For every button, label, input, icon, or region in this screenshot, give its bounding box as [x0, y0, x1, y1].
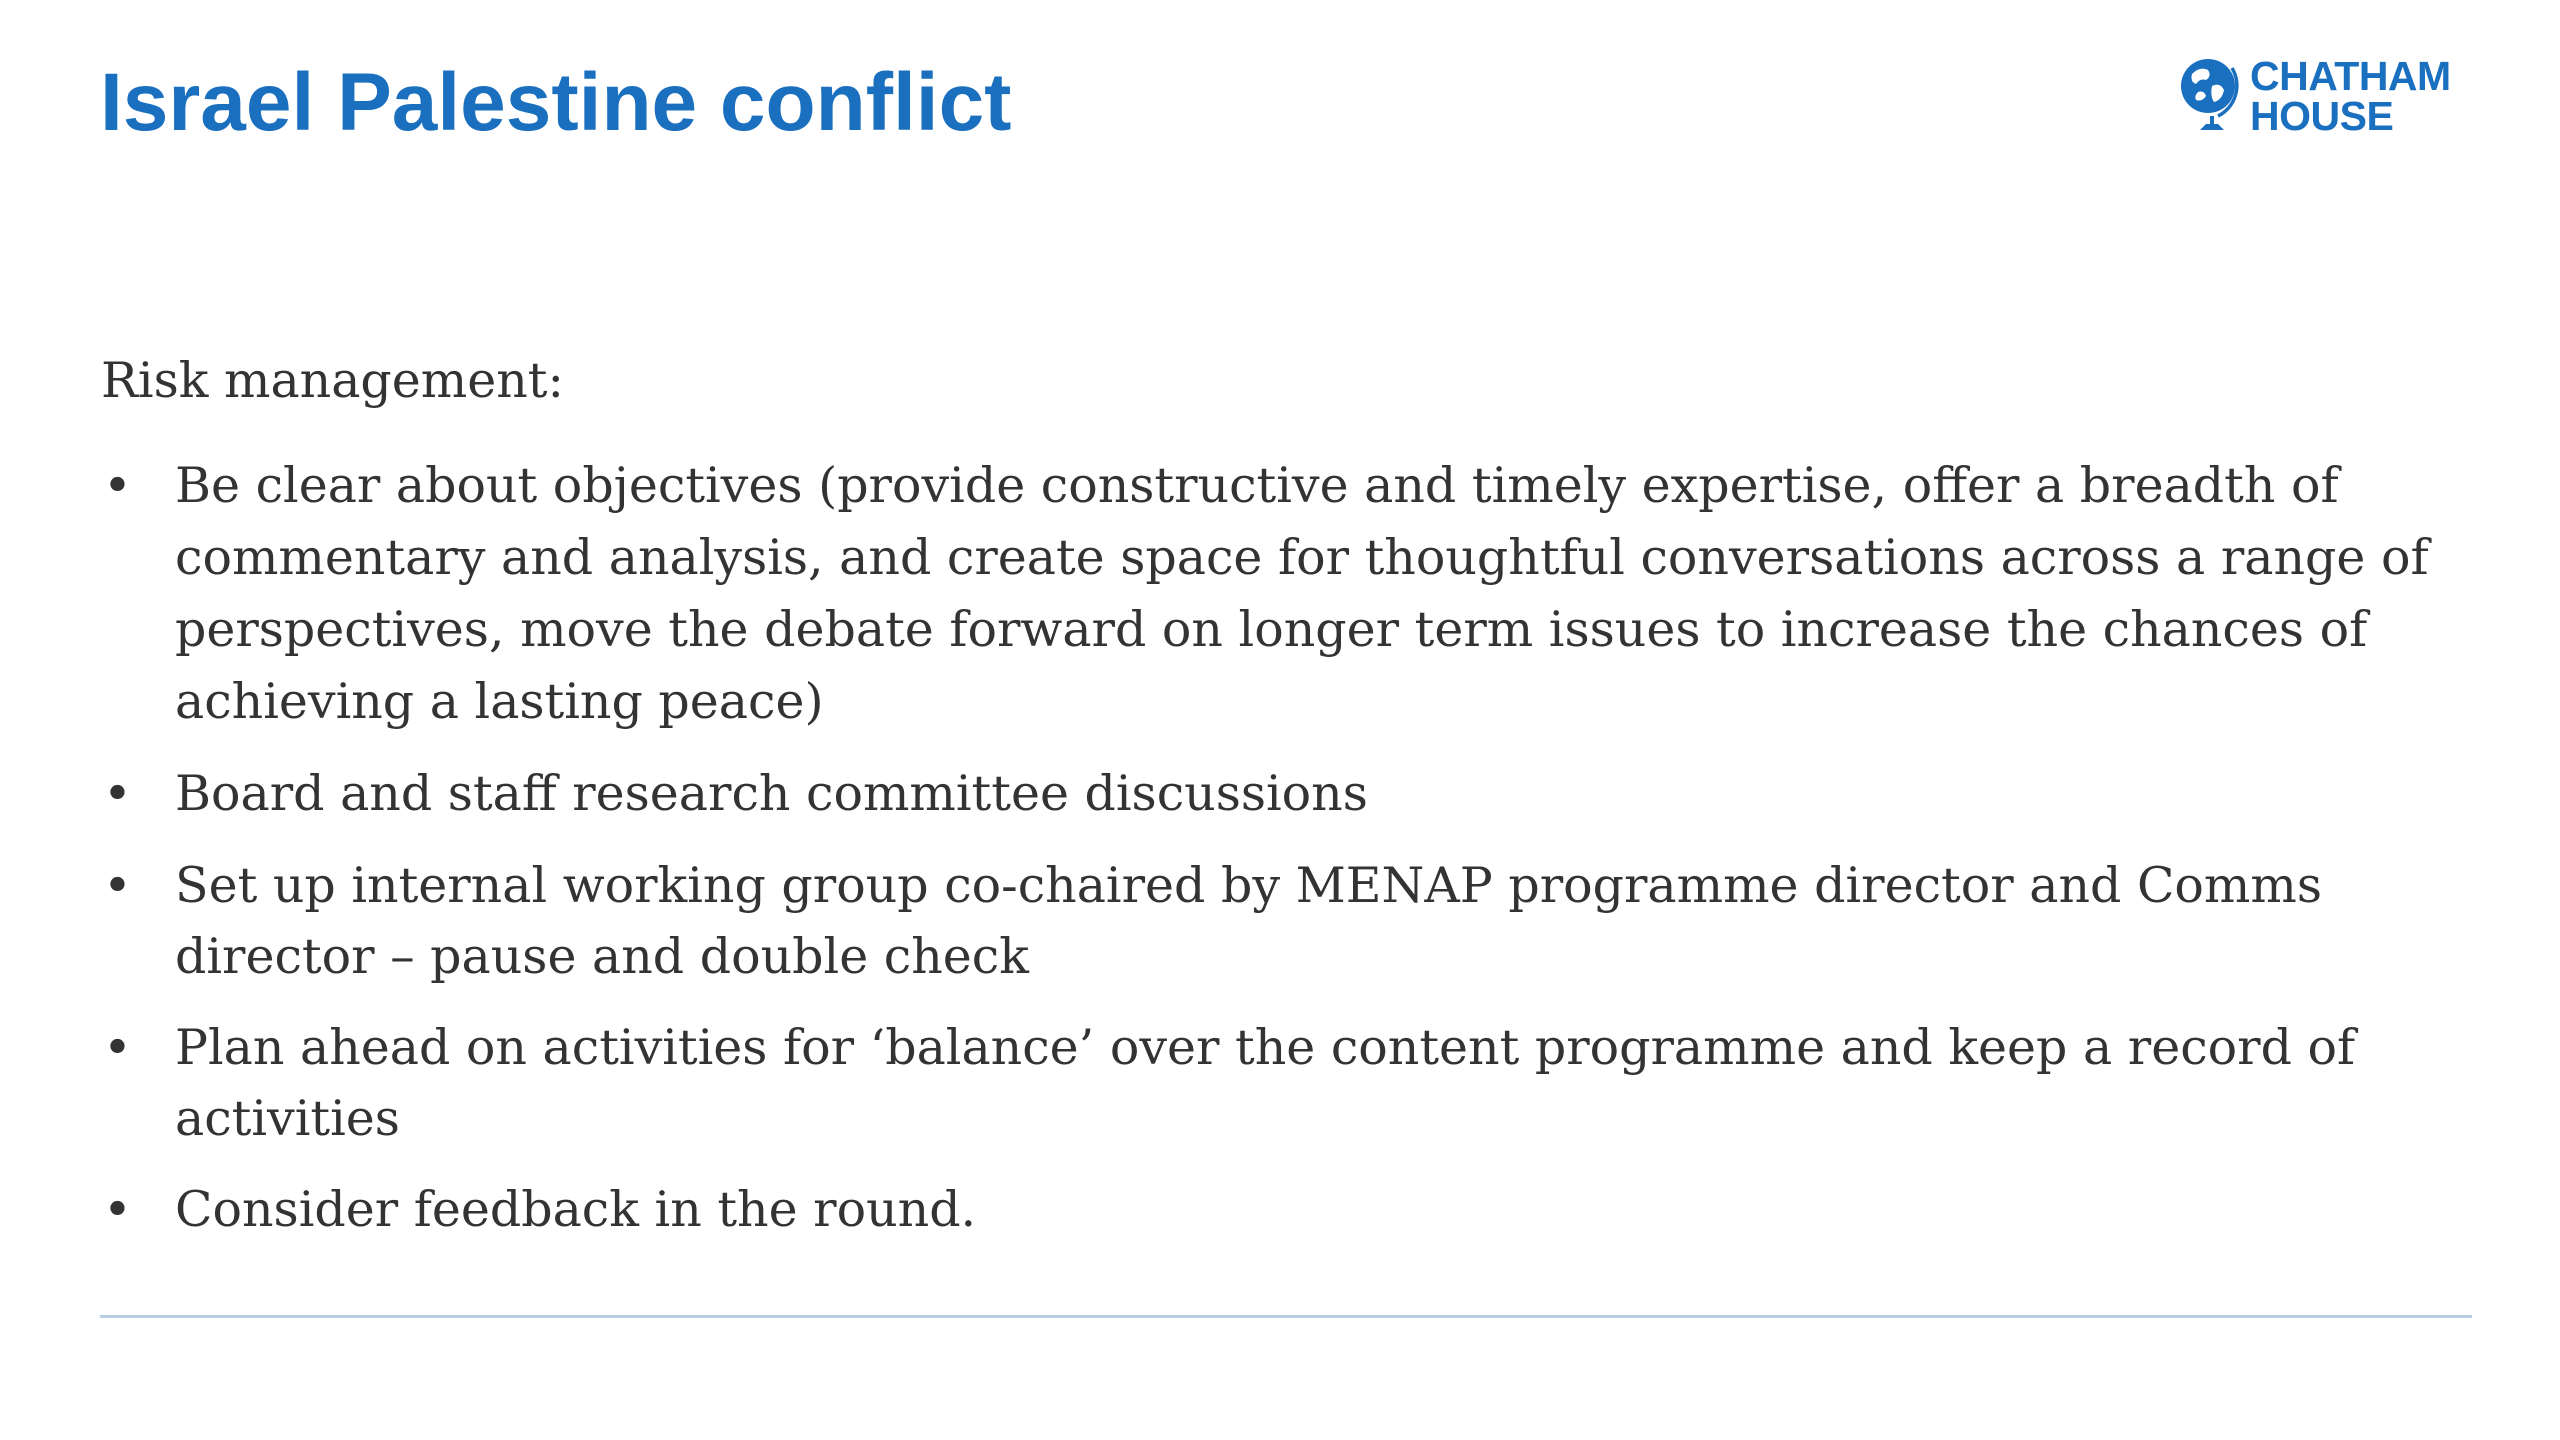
chatham-house-logo — [2178, 53, 2451, 139]
bullet-icon: • — [103, 1019, 132, 1076]
bullet-item — [101, 758, 2481, 830]
logo-line-2: HOUSE — [2250, 93, 2394, 139]
bullet-icon: • — [103, 1181, 132, 1238]
bullet-item — [101, 450, 2481, 738]
logo-line-1: CHATHAM — [2250, 53, 2451, 99]
section-heading: Risk management: — [101, 352, 565, 409]
bullet-list — [101, 450, 2481, 1246]
bullet-text: Board and staff research committee discussions — [175, 765, 1368, 822]
bullet-text: Be clear about objectives (provide constructive and timely expertise, offer a breadth of commentary and analysis, and create space for thoughtful conversations across a range of perspectives, move the debate forward on longer term issues to increase the chances of achieving a lasting peace) — [175, 457, 2429, 730]
bullet-item — [101, 1012, 2481, 1154]
footer-divider — [100, 1315, 2472, 1318]
globe-icon — [2178, 56, 2242, 136]
bullet-icon: • — [103, 857, 132, 914]
bullet-icon: • — [103, 457, 132, 514]
slide-body — [101, 348, 2481, 1246]
bullet-icon: • — [103, 765, 132, 822]
bullet-text: Consider feedback in the round. — [175, 1181, 977, 1238]
bullet-text: Set up internal working group co-chaired by MENAP programme director and Comms director – pause and double check — [175, 857, 2323, 985]
slide-title: Israel Palestine conflict — [100, 57, 1012, 148]
bullet-text: Plan ahead on activities for ‘balance’ over the content programme and keep a record of activities — [175, 1019, 2356, 1147]
logo-wordmark — [2250, 53, 2451, 139]
bullet-item — [101, 850, 2481, 992]
bullet-item — [101, 1174, 2481, 1246]
